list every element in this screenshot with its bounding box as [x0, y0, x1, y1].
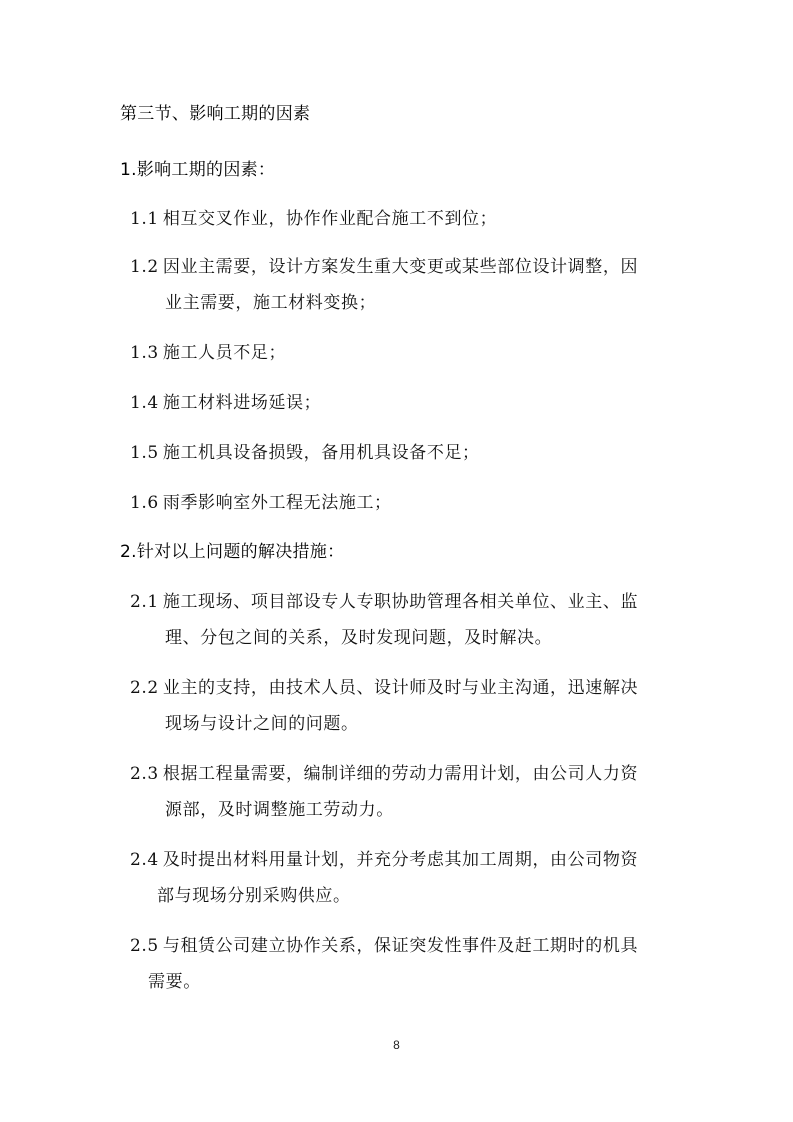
item-number: 1.6	[130, 493, 159, 513]
list-item-1-1	[130, 208, 497, 230]
item-number: 1.4	[130, 393, 159, 413]
section-title: 第三节、影响工期的因素	[120, 104, 311, 124]
item-number: 1.5	[130, 443, 159, 463]
item-number: 2.5	[130, 936, 159, 956]
item-text: 因业主需要，设计方案发生重大变更或某些部位设计调整，因	[162, 257, 639, 277]
item-number: 2.1	[130, 592, 159, 612]
list-item-2-4-continuation: 部与现场分别采购供应。	[157, 886, 351, 906]
list-item-2-1	[130, 591, 638, 613]
item-text: 施工机具设备损毁，备用机具设备不足；	[162, 443, 480, 463]
part1-heading: 1.影响工期的因素：	[120, 160, 276, 180]
item-number: 2.4	[130, 850, 159, 870]
list-item-1-3	[130, 342, 286, 364]
item-text: 施工材料进场延误；	[162, 393, 322, 413]
item-number: 1.3	[130, 343, 159, 363]
list-item-2-3-continuation: 源部，及时调整施工劳动力。	[165, 800, 394, 820]
list-item-2-5-continuation: 需要。	[148, 972, 201, 992]
list-item-2-2-continuation: 现场与设计之间的问题。	[165, 714, 359, 734]
part2-heading: 2.针对以上问题的解决措施：	[120, 542, 345, 562]
list-item-1-6	[130, 492, 392, 514]
item-text: 相互交叉作业，协作作业配合施工不到位；	[162, 209, 498, 229]
list-item-2-1-continuation: 理、分包之间的关系，及时发现问题，及时解决。	[165, 628, 553, 648]
page-number: 8	[393, 1038, 400, 1052]
list-item-1-5	[130, 442, 480, 464]
list-item-2-4	[130, 849, 638, 871]
item-text: 及时提出材料用量计划，并充分考虑其加工周期，由公司物资	[162, 850, 639, 870]
item-number: 1.2	[130, 257, 159, 277]
item-text: 与租赁公司建立协作关系，保证突发性事件及赶工期时的机具	[162, 936, 639, 956]
list-item-2-3	[130, 763, 638, 785]
item-number: 1.1	[130, 209, 159, 229]
item-text: 业主的支持，由技术人员、设计师及时与业主沟通，迅速解决	[162, 678, 639, 698]
list-item-2-5	[130, 935, 638, 957]
list-item-1-2-continuation: 业主需要，施工材料变换；	[165, 293, 377, 313]
list-item-2-2	[130, 677, 638, 699]
item-text: 施工现场、项目部设专人专职协助管理各相关单位、业主、监	[162, 592, 639, 612]
list-item-1-2	[130, 256, 638, 278]
item-text: 根据工程量需要，编制详细的劳动力需用计划，由公司人力资	[162, 764, 639, 784]
item-text: 雨季影响室外工程无法施工；	[162, 493, 392, 513]
list-item-1-4	[130, 392, 321, 414]
item-text: 施工人员不足；	[162, 343, 287, 363]
item-number: 2.2	[130, 678, 159, 698]
item-number: 2.3	[130, 764, 159, 784]
